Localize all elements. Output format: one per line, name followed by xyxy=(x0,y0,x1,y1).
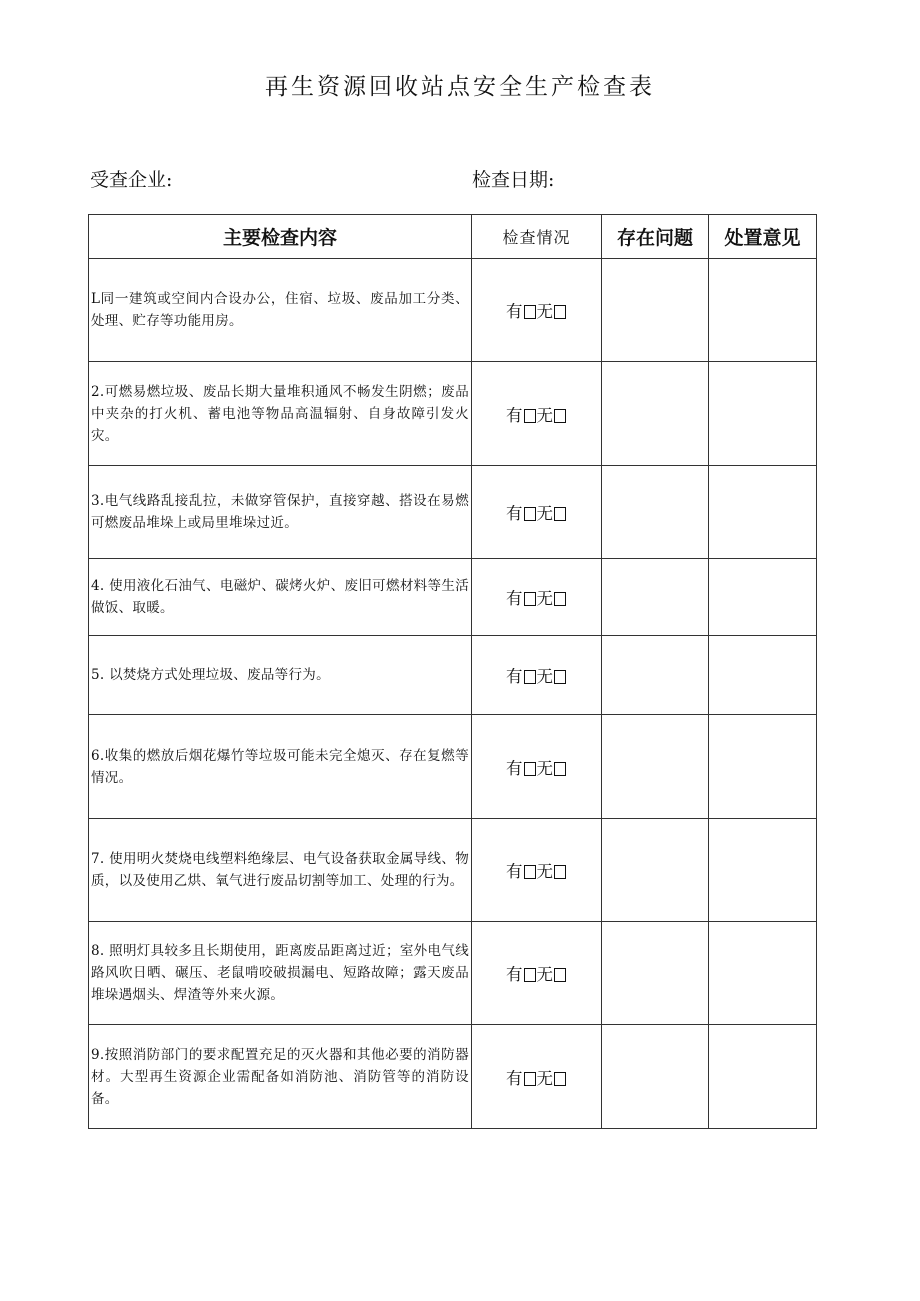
existing-issue-cell[interactable] xyxy=(602,259,709,362)
no-checkbox[interactable] xyxy=(554,507,566,521)
check-item-content: 6.收集的燃放后烟花爆竹等垃圾可能未完全熄灭、存在复燃等情况。 xyxy=(89,715,472,819)
yes-checkbox[interactable] xyxy=(524,409,536,423)
no-checkbox[interactable] xyxy=(554,592,566,606)
option-yes-label: 有 xyxy=(506,589,523,608)
option-yes-label: 有 xyxy=(506,667,523,686)
status-options xyxy=(472,559,602,636)
status-options xyxy=(472,819,602,922)
check-item-content: 4. 使用液化石油气、电磁炉、碳烤火炉、废旧可燃材料等生活做饭、取暖。 xyxy=(89,559,472,636)
status-options xyxy=(472,362,602,466)
option-yes-label: 有 xyxy=(506,405,523,425)
option-yes-label: 有 xyxy=(506,302,523,321)
handling-opinion-cell[interactable] xyxy=(709,259,817,362)
inspection-date-label: 检查日期: xyxy=(472,169,555,191)
status-options xyxy=(472,922,602,1025)
status-options xyxy=(472,636,602,715)
no-checkbox[interactable] xyxy=(554,670,566,684)
option-no-label: 无 xyxy=(536,1068,553,1088)
existing-issue-cell[interactable] xyxy=(602,466,709,559)
check-item-content: 8. 照明灯具较多且长期使用，距离废品距离过近；室外电气线路风吹日晒、碾压、老鼠啃咬破损漏电、短路故障；露天废品堆垛遇烟头、焊渣等外来火源。 xyxy=(89,922,472,1025)
handling-opinion-cell[interactable] xyxy=(709,922,817,1025)
table-header-row xyxy=(89,215,817,259)
option-no-label: 无 xyxy=(536,965,553,984)
option-yes-label: 有 xyxy=(506,504,523,523)
existing-issue-cell[interactable] xyxy=(602,636,709,715)
yes-checkbox[interactable] xyxy=(524,592,536,606)
existing-issue-cell[interactable] xyxy=(602,922,709,1025)
yes-checkbox[interactable] xyxy=(524,762,536,776)
no-checkbox[interactable] xyxy=(554,1072,566,1086)
table-row xyxy=(89,636,817,715)
status-options xyxy=(472,1025,602,1129)
status-options xyxy=(472,715,602,819)
page-title: 再生资源回收站点安全生产检查表 xyxy=(265,74,655,100)
handling-opinion-cell[interactable] xyxy=(709,362,817,466)
check-item-content: 5. 以焚烧方式处理垃圾、废品等行为。 xyxy=(89,636,472,715)
table-row xyxy=(89,559,817,636)
header-main-content: 主要检查内容 xyxy=(89,215,472,259)
inspection-checklist-table xyxy=(88,214,817,1129)
yes-checkbox[interactable] xyxy=(524,305,536,319)
table-row xyxy=(89,715,817,819)
table-row xyxy=(89,362,817,466)
option-no-label: 无 xyxy=(536,758,553,778)
table-row xyxy=(89,1025,817,1129)
status-options xyxy=(472,259,602,362)
option-no-label: 无 xyxy=(536,504,553,523)
check-item-content: L同一建筑或空间内合设办公，住宿、垃圾、废品加工分类、处理、贮存等功能用房。 xyxy=(89,259,472,362)
check-item-content: 3.电气线路乱接乱拉，未做穿管保护，直接穿越、搭设在易燃可燃废品堆垛上或局里堆垛过近。 xyxy=(89,466,472,559)
option-yes-label: 有 xyxy=(506,862,523,881)
no-checkbox[interactable] xyxy=(554,762,566,776)
no-checkbox[interactable] xyxy=(554,305,566,319)
header-inspection-status: 检查情况 xyxy=(472,215,602,259)
no-checkbox[interactable] xyxy=(554,968,566,982)
header-existing-issues: 存在问题 xyxy=(602,215,709,259)
yes-checkbox[interactable] xyxy=(524,670,536,684)
handling-opinion-cell[interactable] xyxy=(709,1025,817,1129)
header-handling-opinion: 处置意见 xyxy=(709,215,817,259)
table-row xyxy=(89,922,817,1025)
option-yes-label: 有 xyxy=(506,758,523,778)
check-item-content: 9.按照消防部门的要求配置充足的灭火器和其他必要的消防器材。大型再生资源企业需配备如消防池、消防管等的消防设备。 xyxy=(89,1025,472,1129)
option-no-label: 无 xyxy=(536,667,553,686)
yes-checkbox[interactable] xyxy=(524,1072,536,1086)
option-no-label: 无 xyxy=(536,862,553,881)
no-checkbox[interactable] xyxy=(554,865,566,879)
option-no-label: 无 xyxy=(536,302,553,321)
option-yes-label: 有 xyxy=(506,1068,523,1088)
yes-checkbox[interactable] xyxy=(524,865,536,879)
handling-opinion-cell[interactable] xyxy=(709,636,817,715)
handling-opinion-cell[interactable] xyxy=(709,715,817,819)
option-no-label: 无 xyxy=(536,589,553,608)
table-row xyxy=(89,466,817,559)
handling-opinion-cell[interactable] xyxy=(709,559,817,636)
yes-checkbox[interactable] xyxy=(524,507,536,521)
existing-issue-cell[interactable] xyxy=(602,715,709,819)
table-body xyxy=(89,259,817,1129)
handling-opinion-cell[interactable] xyxy=(709,466,817,559)
inspected-company-label: 受查企业: xyxy=(90,169,173,191)
table-row xyxy=(89,819,817,922)
existing-issue-cell[interactable] xyxy=(602,819,709,922)
status-options xyxy=(472,466,602,559)
option-yes-label: 有 xyxy=(506,965,523,984)
existing-issue-cell[interactable] xyxy=(602,1025,709,1129)
existing-issue-cell[interactable] xyxy=(602,362,709,466)
handling-opinion-cell[interactable] xyxy=(709,819,817,922)
table-row xyxy=(89,259,817,362)
option-no-label: 无 xyxy=(536,405,553,425)
check-item-content: 2.可燃易燃垃圾、废品长期大量堆积通风不畅发生阴燃；废品中夹杂的打火机、蓄电池等物品高温辐射、自身故障引发火灾。 xyxy=(89,362,472,466)
existing-issue-cell[interactable] xyxy=(602,559,709,636)
no-checkbox[interactable] xyxy=(554,409,566,423)
yes-checkbox[interactable] xyxy=(524,968,536,982)
check-item-content: 7. 使用明火焚烧电线塑料绝缘层、电气设备获取金属导线、物质，以及使用乙烘、氧气进行废品切割等加工、处理的行为。 xyxy=(89,819,472,922)
